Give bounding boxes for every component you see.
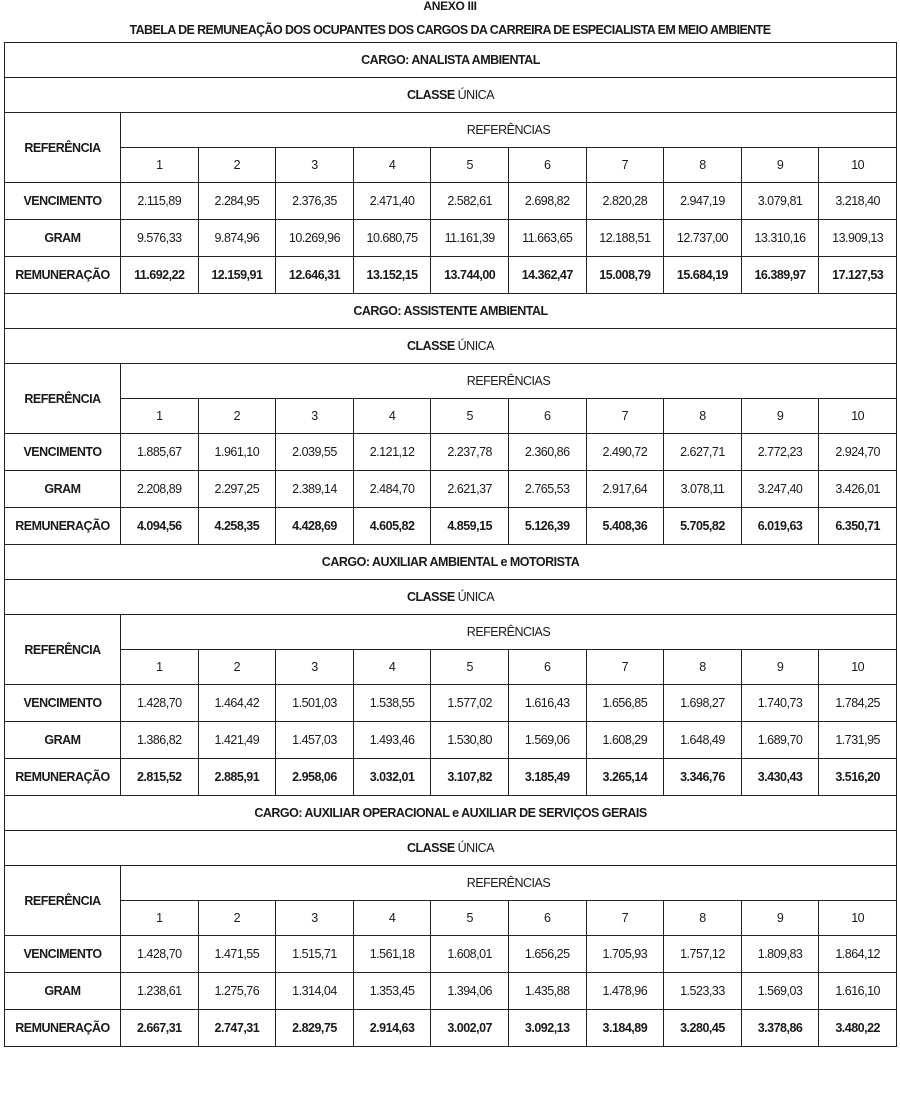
remuneracao-value: 13.744,00 bbox=[431, 257, 509, 294]
vencimento-value: 2.284,95 bbox=[198, 183, 276, 220]
gram-value: 2.297,25 bbox=[198, 471, 276, 508]
remuneracao-value: 6.019,63 bbox=[741, 508, 819, 545]
gram-value: 2.765,53 bbox=[508, 471, 586, 508]
cargo-title: CARGO: ANALISTA AMBIENTAL bbox=[5, 43, 897, 78]
vencimento-value: 1.784,25 bbox=[819, 685, 897, 722]
gram-value: 2.917,64 bbox=[586, 471, 664, 508]
referencia-label: REFERÊNCIA bbox=[5, 866, 121, 936]
reference-number: 9 bbox=[741, 650, 819, 685]
reference-number: 9 bbox=[741, 148, 819, 183]
reference-number: 8 bbox=[664, 148, 742, 183]
referencia-label: REFERÊNCIA bbox=[5, 615, 121, 685]
reference-numbers-row bbox=[5, 148, 897, 183]
remuneracao-value: 17.127,53 bbox=[819, 257, 897, 294]
gram-value: 9.874,96 bbox=[198, 220, 276, 257]
remuneracao-value: 4.094,56 bbox=[121, 508, 199, 545]
remuneracao-value: 4.859,15 bbox=[431, 508, 509, 545]
gram-value: 2.208,89 bbox=[121, 471, 199, 508]
vencimento-value: 1.698,27 bbox=[664, 685, 742, 722]
remuneracao-value: 2.747,31 bbox=[198, 1010, 276, 1047]
reference-number: 4 bbox=[353, 901, 431, 936]
references-header-row bbox=[5, 615, 897, 650]
classe-label: CLASSE bbox=[406, 88, 455, 102]
reference-number: 2 bbox=[198, 650, 276, 685]
remuneracao-value: 3.430,43 bbox=[741, 759, 819, 796]
classe-row bbox=[5, 831, 897, 866]
reference-number: 4 bbox=[353, 399, 431, 434]
remuneracao-value: 5.408,36 bbox=[586, 508, 664, 545]
remuneracao-value: 3.002,07 bbox=[431, 1010, 509, 1047]
classe-label: CLASSE bbox=[406, 339, 455, 353]
gram-value: 1.689,70 bbox=[741, 722, 819, 759]
classe-cell bbox=[5, 329, 897, 364]
classe-label: CLASSE bbox=[406, 841, 455, 855]
remuneracao-value: 3.107,82 bbox=[431, 759, 509, 796]
reference-numbers-row bbox=[5, 650, 897, 685]
vencimento-label: VENCIMENTO bbox=[5, 936, 121, 973]
gram-value: 13.310,16 bbox=[741, 220, 819, 257]
vencimento-value: 2.582,61 bbox=[431, 183, 509, 220]
remuneracao-value: 5.126,39 bbox=[508, 508, 586, 545]
referencia-label: REFERÊNCIA bbox=[5, 113, 121, 183]
references-header-row bbox=[5, 364, 897, 399]
reference-number: 10 bbox=[819, 148, 897, 183]
classe-value: ÚNICA bbox=[457, 590, 495, 604]
classe-row bbox=[5, 580, 897, 615]
table-body bbox=[5, 43, 897, 1047]
gram-row bbox=[5, 471, 897, 508]
vencimento-value: 1.809,83 bbox=[741, 936, 819, 973]
classe-cell bbox=[5, 580, 897, 615]
remuneracao-value: 3.032,01 bbox=[353, 759, 431, 796]
remuneracao-row bbox=[5, 257, 897, 294]
reference-number: 7 bbox=[586, 901, 664, 936]
vencimento-value: 1.656,85 bbox=[586, 685, 664, 722]
remuneracao-value: 2.958,06 bbox=[276, 759, 354, 796]
gram-label: GRAM bbox=[5, 471, 121, 508]
vencimento-value: 2.237,78 bbox=[431, 434, 509, 471]
remuneracao-value: 15.684,19 bbox=[664, 257, 742, 294]
remuneracao-row bbox=[5, 508, 897, 545]
remuneracao-value: 12.159,91 bbox=[198, 257, 276, 294]
vencimento-value: 1.656,25 bbox=[508, 936, 586, 973]
gram-value: 10.680,75 bbox=[353, 220, 431, 257]
classe-row bbox=[5, 78, 897, 113]
remuneration-table bbox=[4, 42, 897, 1047]
gram-value: 1.478,96 bbox=[586, 973, 664, 1010]
reference-number: 8 bbox=[664, 901, 742, 936]
remuneracao-value: 14.362,47 bbox=[508, 257, 586, 294]
classe-label: CLASSE bbox=[406, 590, 455, 604]
remuneracao-value: 2.829,75 bbox=[276, 1010, 354, 1047]
gram-value: 1.616,10 bbox=[819, 973, 897, 1010]
remuneracao-value: 6.350,71 bbox=[819, 508, 897, 545]
reference-number: 5 bbox=[431, 399, 509, 434]
vencimento-value: 2.820,28 bbox=[586, 183, 664, 220]
gram-row bbox=[5, 973, 897, 1010]
remuneracao-value: 11.692,22 bbox=[121, 257, 199, 294]
remuneracao-row bbox=[5, 759, 897, 796]
gram-value: 1.275,76 bbox=[198, 973, 276, 1010]
remuneracao-value: 12.646,31 bbox=[276, 257, 354, 294]
gram-value: 11.161,39 bbox=[431, 220, 509, 257]
vencimento-row bbox=[5, 434, 897, 471]
reference-number: 10 bbox=[819, 901, 897, 936]
vencimento-value: 2.115,89 bbox=[121, 183, 199, 220]
remuneracao-value: 3.378,86 bbox=[741, 1010, 819, 1047]
reference-number: 7 bbox=[586, 650, 664, 685]
vencimento-value: 1.577,02 bbox=[431, 685, 509, 722]
reference-number: 3 bbox=[276, 399, 354, 434]
gram-value: 1.530,80 bbox=[431, 722, 509, 759]
cargo-title: CARGO: AUXILIAR AMBIENTAL e MOTORISTA bbox=[5, 545, 897, 580]
remuneracao-value: 4.605,82 bbox=[353, 508, 431, 545]
reference-numbers-row bbox=[5, 399, 897, 434]
vencimento-value: 1.608,01 bbox=[431, 936, 509, 973]
remuneracao-value: 13.152,15 bbox=[353, 257, 431, 294]
vencimento-value: 2.360,86 bbox=[508, 434, 586, 471]
referencias-title: REFERÊNCIAS bbox=[121, 364, 897, 399]
reference-number: 3 bbox=[276, 901, 354, 936]
classe-cell bbox=[5, 831, 897, 866]
vencimento-value: 1.515,71 bbox=[276, 936, 354, 973]
remuneracao-value: 3.346,76 bbox=[664, 759, 742, 796]
vencimento-value: 1.961,10 bbox=[198, 434, 276, 471]
remuneracao-value: 2.815,52 bbox=[121, 759, 199, 796]
annex-title: ANEXO III bbox=[423, 0, 477, 13]
gram-value: 12.737,00 bbox=[664, 220, 742, 257]
remuneracao-value: 15.008,79 bbox=[586, 257, 664, 294]
remuneracao-label: REMUNERAÇÃO bbox=[5, 759, 121, 796]
gram-value: 2.389,14 bbox=[276, 471, 354, 508]
remuneracao-label: REMUNERAÇÃO bbox=[5, 1010, 121, 1047]
gram-value: 1.457,03 bbox=[276, 722, 354, 759]
vencimento-value: 1.705,93 bbox=[586, 936, 664, 973]
referencia-label: REFERÊNCIA bbox=[5, 364, 121, 434]
vencimento-value: 2.627,71 bbox=[664, 434, 742, 471]
vencimento-value: 1.885,67 bbox=[121, 434, 199, 471]
vencimento-value: 1.471,55 bbox=[198, 936, 276, 973]
remuneracao-value: 3.185,49 bbox=[508, 759, 586, 796]
vencimento-value: 1.864,12 bbox=[819, 936, 897, 973]
gram-value: 1.394,06 bbox=[431, 973, 509, 1010]
vencimento-value: 2.772,23 bbox=[741, 434, 819, 471]
referencias-title: REFERÊNCIAS bbox=[121, 113, 897, 148]
vencimento-value: 1.538,55 bbox=[353, 685, 431, 722]
gram-value: 3.078,11 bbox=[664, 471, 742, 508]
classe-value: ÚNICA bbox=[457, 841, 495, 855]
gram-value: 1.493,46 bbox=[353, 722, 431, 759]
remuneracao-value: 4.258,35 bbox=[198, 508, 276, 545]
reference-number: 3 bbox=[276, 650, 354, 685]
remuneracao-value: 3.265,14 bbox=[586, 759, 664, 796]
cargo-title-row bbox=[5, 545, 897, 580]
reference-number: 9 bbox=[741, 901, 819, 936]
remuneracao-value: 2.914,63 bbox=[353, 1010, 431, 1047]
cargo-title: CARGO: AUXILIAR OPERACIONAL e AUXILIAR DE SERVIÇOS GERAIS bbox=[5, 796, 897, 831]
gram-value: 2.621,37 bbox=[431, 471, 509, 508]
vencimento-value: 1.428,70 bbox=[121, 936, 199, 973]
remuneracao-label: REMUNERAÇÃO bbox=[5, 508, 121, 545]
reference-number: 2 bbox=[198, 148, 276, 183]
gram-value: 1.648,49 bbox=[664, 722, 742, 759]
gram-value: 1.353,45 bbox=[353, 973, 431, 1010]
reference-number: 1 bbox=[121, 148, 199, 183]
gram-value: 13.909,13 bbox=[819, 220, 897, 257]
remuneracao-label: REMUNERAÇÃO bbox=[5, 257, 121, 294]
vencimento-label: VENCIMENTO bbox=[5, 685, 121, 722]
remuneracao-value: 3.092,13 bbox=[508, 1010, 586, 1047]
vencimento-value: 3.079,81 bbox=[741, 183, 819, 220]
vencimento-value: 2.490,72 bbox=[586, 434, 664, 471]
cargo-title-row bbox=[5, 43, 897, 78]
remuneracao-value: 3.280,45 bbox=[664, 1010, 742, 1047]
reference-number: 4 bbox=[353, 650, 431, 685]
reference-number: 10 bbox=[819, 650, 897, 685]
cargo-title: CARGO: ASSISTENTE AMBIENTAL bbox=[5, 294, 897, 329]
reference-number: 9 bbox=[741, 399, 819, 434]
vencimento-label: VENCIMENTO bbox=[5, 434, 121, 471]
referencias-title: REFERÊNCIAS bbox=[121, 615, 897, 650]
gram-value: 1.314,04 bbox=[276, 973, 354, 1010]
reference-number: 2 bbox=[198, 399, 276, 434]
reference-numbers-row bbox=[5, 901, 897, 936]
reference-number: 10 bbox=[819, 399, 897, 434]
reference-number: 5 bbox=[431, 148, 509, 183]
reference-number: 6 bbox=[508, 901, 586, 936]
remuneracao-value: 3.516,20 bbox=[819, 759, 897, 796]
gram-value: 12.188,51 bbox=[586, 220, 664, 257]
remuneracao-value: 4.428,69 bbox=[276, 508, 354, 545]
gram-value: 1.386,82 bbox=[121, 722, 199, 759]
vencimento-value: 2.039,55 bbox=[276, 434, 354, 471]
remuneracao-value: 3.480,22 bbox=[819, 1010, 897, 1047]
classe-row bbox=[5, 329, 897, 364]
reference-number: 4 bbox=[353, 148, 431, 183]
remuneracao-value: 16.389,97 bbox=[741, 257, 819, 294]
vencimento-value: 1.464,42 bbox=[198, 685, 276, 722]
reference-number: 5 bbox=[431, 901, 509, 936]
vencimento-value: 1.740,73 bbox=[741, 685, 819, 722]
classe-cell bbox=[5, 78, 897, 113]
reference-number: 1 bbox=[121, 399, 199, 434]
vencimento-value: 2.947,19 bbox=[664, 183, 742, 220]
gram-value: 1.608,29 bbox=[586, 722, 664, 759]
gram-label: GRAM bbox=[5, 973, 121, 1010]
gram-value: 1.569,03 bbox=[741, 973, 819, 1010]
references-header-row bbox=[5, 866, 897, 901]
gram-value: 1.421,49 bbox=[198, 722, 276, 759]
cargo-title-row bbox=[5, 294, 897, 329]
document-title: TABELA DE REMUNEAÇÃO DOS OCUPANTES DOS CARGOS DA CARREIRA DE ESPECIALISTA EM MEIO AMBIENTE bbox=[129, 23, 771, 37]
gram-value: 3.247,40 bbox=[741, 471, 819, 508]
reference-number: 7 bbox=[586, 399, 664, 434]
vencimento-value: 2.471,40 bbox=[353, 183, 431, 220]
reference-number: 3 bbox=[276, 148, 354, 183]
reference-number: 6 bbox=[508, 399, 586, 434]
gram-value: 3.426,01 bbox=[819, 471, 897, 508]
vencimento-value: 1.757,12 bbox=[664, 936, 742, 973]
classe-value: ÚNICA bbox=[457, 339, 495, 353]
gram-label: GRAM bbox=[5, 220, 121, 257]
gram-value: 9.576,33 bbox=[121, 220, 199, 257]
gram-value: 10.269,96 bbox=[276, 220, 354, 257]
vencimento-value: 2.698,82 bbox=[508, 183, 586, 220]
gram-row bbox=[5, 722, 897, 759]
vencimento-value: 2.121,12 bbox=[353, 434, 431, 471]
gram-value: 1.569,06 bbox=[508, 722, 586, 759]
classe-value: ÚNICA bbox=[457, 88, 495, 102]
vencimento-label: VENCIMENTO bbox=[5, 183, 121, 220]
vencimento-value: 1.428,70 bbox=[121, 685, 199, 722]
reference-number: 1 bbox=[121, 650, 199, 685]
remuneracao-value: 2.667,31 bbox=[121, 1010, 199, 1047]
referencias-title: REFERÊNCIAS bbox=[121, 866, 897, 901]
remuneracao-value: 5.705,82 bbox=[664, 508, 742, 545]
references-header-row bbox=[5, 113, 897, 148]
vencimento-value: 2.376,35 bbox=[276, 183, 354, 220]
vencimento-value: 1.501,03 bbox=[276, 685, 354, 722]
remuneracao-value: 3.184,89 bbox=[586, 1010, 664, 1047]
vencimento-value: 1.616,43 bbox=[508, 685, 586, 722]
gram-row bbox=[5, 220, 897, 257]
remuneracao-row bbox=[5, 1010, 897, 1047]
reference-number: 2 bbox=[198, 901, 276, 936]
vencimento-value: 1.561,18 bbox=[353, 936, 431, 973]
reference-number: 8 bbox=[664, 650, 742, 685]
reference-number: 6 bbox=[508, 650, 586, 685]
gram-value: 1.731,95 bbox=[819, 722, 897, 759]
reference-number: 7 bbox=[586, 148, 664, 183]
vencimento-value: 3.218,40 bbox=[819, 183, 897, 220]
gram-value: 11.663,65 bbox=[508, 220, 586, 257]
reference-number: 6 bbox=[508, 148, 586, 183]
vencimento-row bbox=[5, 936, 897, 973]
gram-value: 1.523,33 bbox=[664, 973, 742, 1010]
remuneracao-value: 2.885,91 bbox=[198, 759, 276, 796]
reference-number: 5 bbox=[431, 650, 509, 685]
gram-value: 1.435,88 bbox=[508, 973, 586, 1010]
gram-value: 1.238,61 bbox=[121, 973, 199, 1010]
reference-number: 1 bbox=[121, 901, 199, 936]
vencimento-row bbox=[5, 183, 897, 220]
vencimento-value: 2.924,70 bbox=[819, 434, 897, 471]
gram-value: 2.484,70 bbox=[353, 471, 431, 508]
vencimento-row bbox=[5, 685, 897, 722]
cargo-title-row bbox=[5, 796, 897, 831]
gram-label: GRAM bbox=[5, 722, 121, 759]
reference-number: 8 bbox=[664, 399, 742, 434]
